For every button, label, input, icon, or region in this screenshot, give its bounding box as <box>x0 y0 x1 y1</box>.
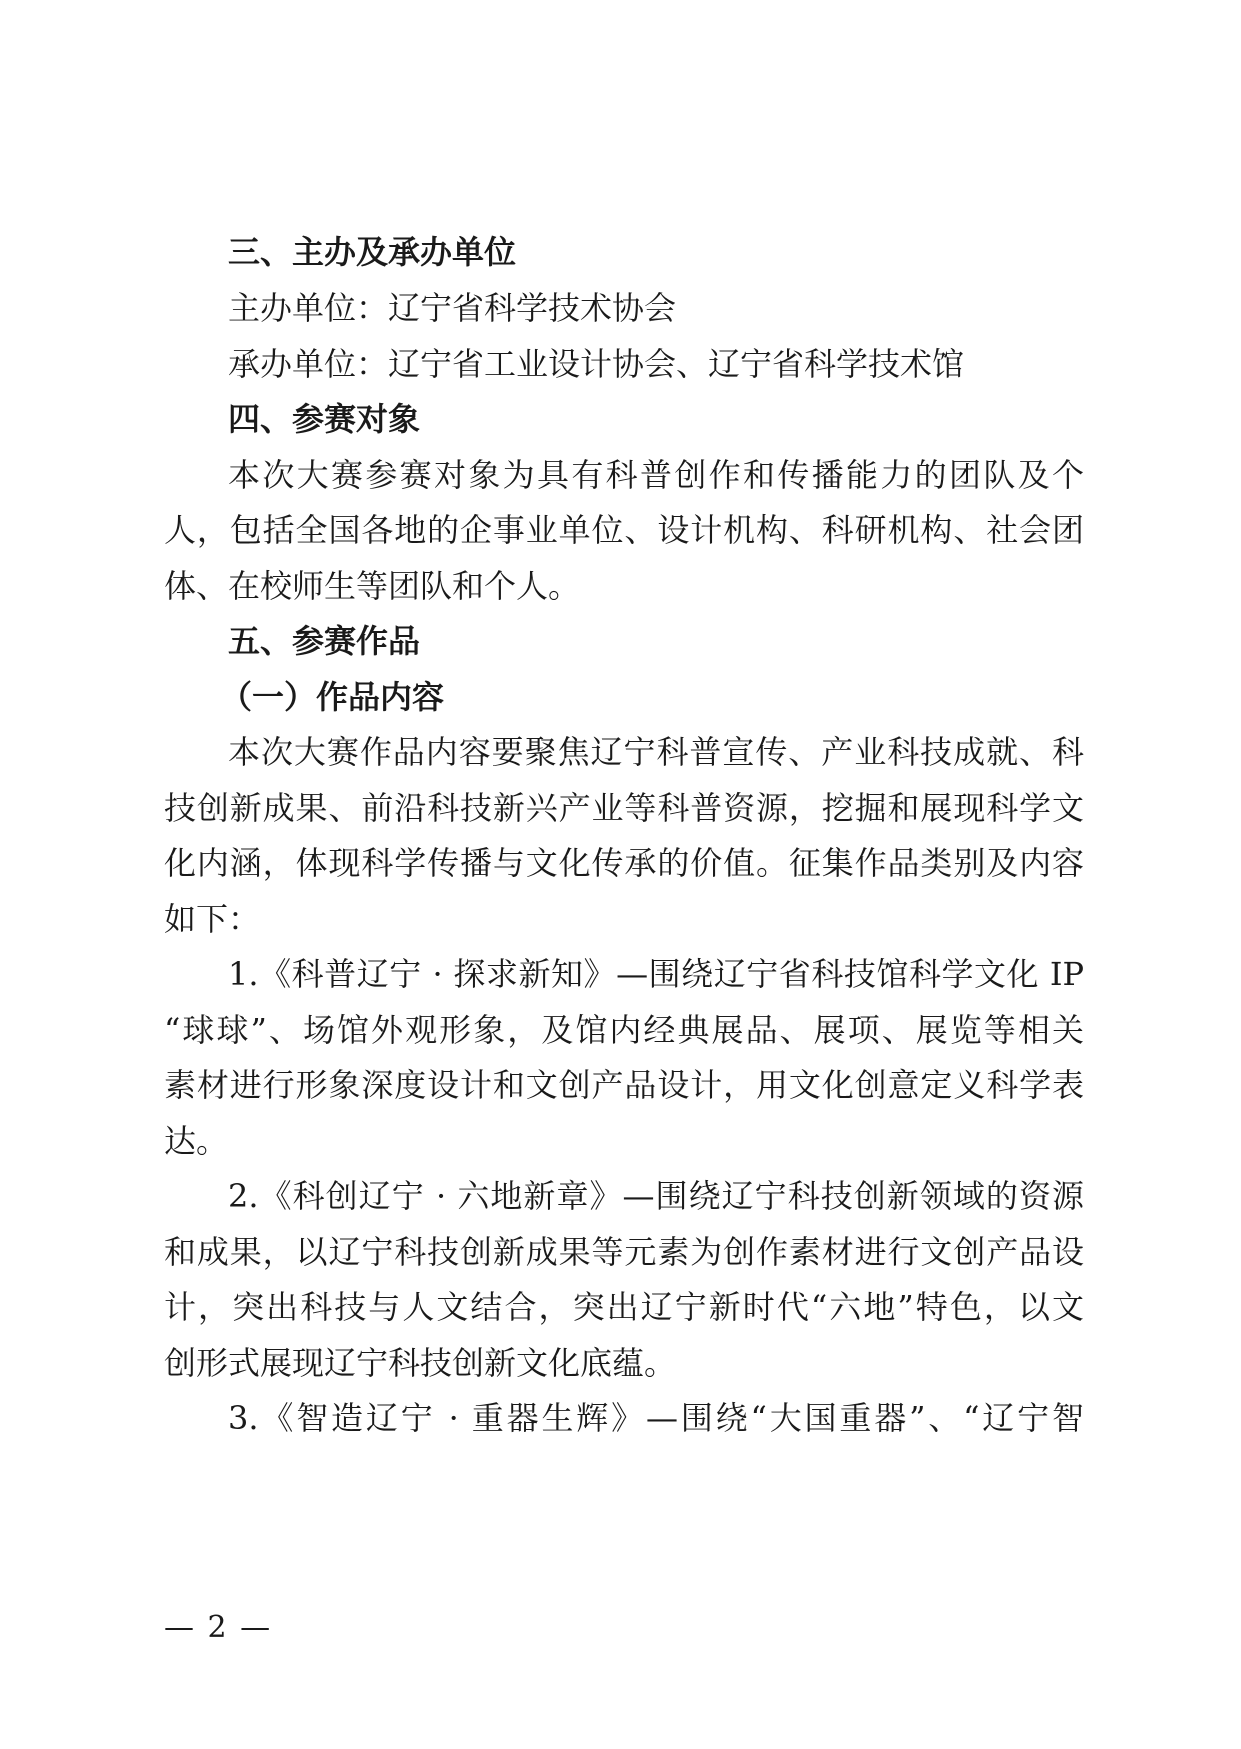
paragraph-line: 如下： <box>164 900 261 938</box>
list-item-line: “球球”、场馆外观形象，及馆内经典展品、展项、展览等相关 <box>164 1011 1084 1049</box>
list-item-line: 3.《智造辽宁 · 重器生辉》—围绕“大国重器”、“辽宁智 <box>228 1399 1084 1437</box>
paragraph-line: 本次大赛参赛对象为具有科普创作和传播能力的团队及个 <box>228 456 1084 494</box>
paragraph-line: 人，包括全国各地的企事业单位、设计机构、科研机构、社会团 <box>164 511 1084 549</box>
list-item-line: 和成果，以辽宁科技创新成果等元素为创作素材进行文创产品设 <box>164 1233 1084 1271</box>
host-organization-line: 主办单位：辽宁省科学技术协会 <box>228 289 677 327</box>
page-number: — 2 — <box>164 1610 273 1645</box>
section-heading-works: 五、参赛作品 <box>228 622 421 660</box>
list-item-line: 素材进行形象深度设计和文创产品设计，用文化创意定义科学表 <box>164 1066 1084 1104</box>
paragraph-line: 体、在校师生等团队和个人。 <box>164 567 581 605</box>
list-item-line: 达。 <box>164 1122 229 1160</box>
list-item-line: 创形式展现辽宁科技创新文化底蕴。 <box>164 1344 677 1382</box>
list-item-line: 1.《科普辽宁 · 探求新知》—围绕辽宁省科技馆科学文化 IP <box>228 955 1084 993</box>
section-heading-participants: 四、参赛对象 <box>228 400 421 438</box>
subsection-heading-content: （一）作品内容 <box>220 678 445 716</box>
list-item-line: 计，突出科技与人文结合，突出辽宁新时代“六地”特色，以文 <box>164 1288 1084 1326</box>
paragraph-line: 化内涵，体现科学传播与文化传承的价值。征集作品类别及内容 <box>164 844 1084 882</box>
section-heading-organizers: 三、主办及承办单位 <box>228 233 517 271</box>
list-item-line: 2.《科创辽宁 · 六地新章》—围绕辽宁科技创新领域的资源 <box>228 1177 1084 1215</box>
paragraph-line: 技创新成果、前沿科技新兴产业等科普资源，挖掘和展现科学文 <box>164 789 1084 827</box>
co-organizer-line: 承办单位：辽宁省工业设计协会、辽宁省科学技术馆 <box>228 345 965 383</box>
paragraph-line: 本次大赛作品内容要聚焦辽宁科普宣传、产业科技成就、科 <box>228 733 1084 771</box>
